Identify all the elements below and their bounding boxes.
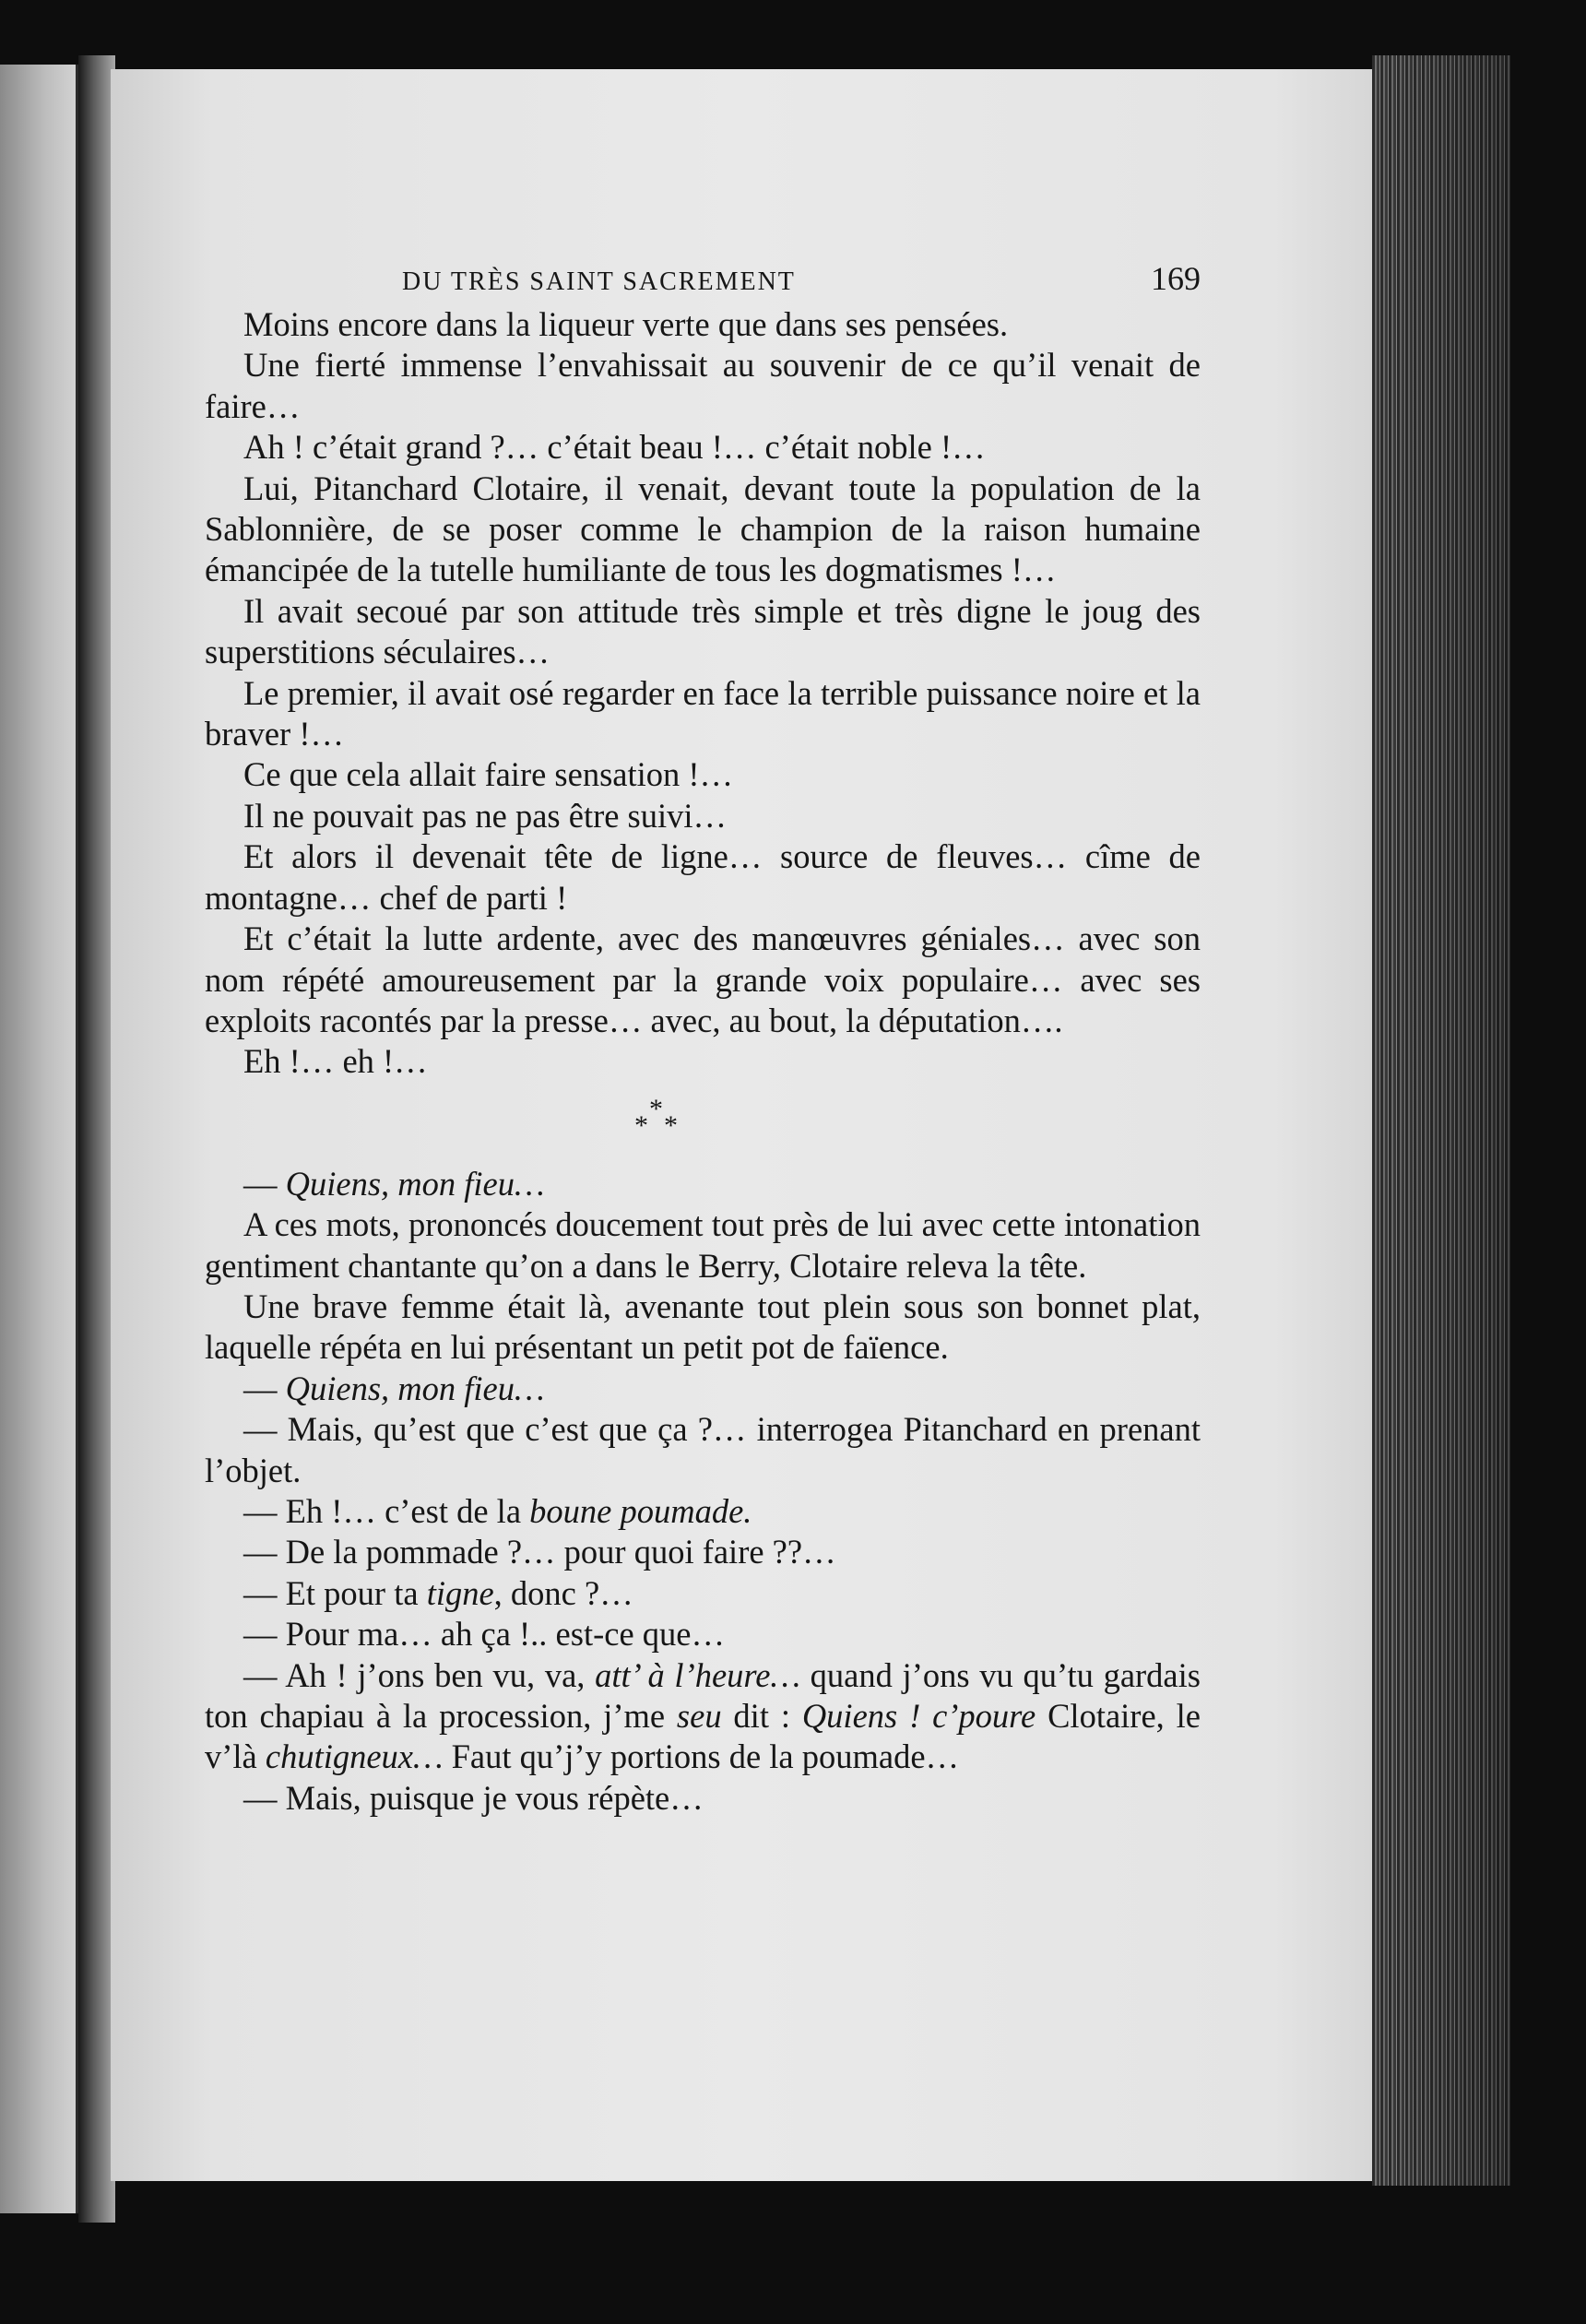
dialogue-line: — Mais, qu’est que c’est que ça ?… interrogea Pitanchard en prenant l’objet. (205, 1410, 1201, 1489)
paragraph: Il ne pouvait pas ne pas être suivi… (243, 796, 728, 835)
paragraph: Le premier, il avait osé regarder en face la terrible puissance noire et la braver !… (205, 673, 1201, 753)
paragraph: Ah ! c’était grand ?… c’était beau !… c’était noble !… (243, 428, 986, 467)
paragraph: Il avait secoué par son attitude très simple et très digne le joug des superstitions séculaires… (205, 591, 1201, 671)
page-number: 169 (1151, 260, 1201, 297)
dialogue-line: — Et pour ta tigne, donc ?… (243, 1573, 633, 1612)
page-text (205, 258, 1201, 1819)
paragraph: Eh !… eh !… (243, 1042, 428, 1081)
running-head: DU TRÈS SAINT SACREMENT (402, 267, 796, 296)
paragraph: Une fierté immense l’envahissait au souvenir de ce qu’il venait de faire… (205, 346, 1201, 425)
asterisk: * (649, 1093, 663, 1124)
page-edges-shadow (1372, 55, 1510, 2186)
paragraph: Ce que cela allait faire sensation !… (243, 755, 734, 794)
dialogue-line: — Eh !… c’est de la boune poumade. (243, 1491, 752, 1530)
dialogue-line: — Mais, puisque je vous répète… (243, 1778, 704, 1817)
book-gutter (78, 55, 115, 2223)
paragraph: A ces mots, prononcés doucement tout près de lui avec cette intonation gentiment chantante qu’on a dans le Berry, Clotaire releva la tête. (205, 1205, 1201, 1285)
dialogue-line: — Ah ! j’ons ben vu, va, att’ à l’heure… quand j’ons vu qu’tu gardais ton chapiau à la procession, j’me seu dit : Quiens ! c’poure Clotaire, le v’là chutigneux… Faut qu’j’y portions de la poumade… (205, 1655, 1201, 1776)
paragraph: Moins encore dans la liqueur verte que dans ses pensées. (243, 305, 1009, 343)
asterisk: * (664, 1109, 678, 1141)
dialogue-line: — Pour ma… ah ça !.. est-ce que… (243, 1615, 725, 1654)
paragraph: Et c’était la lutte ardente, avec des manœuvres géniales… avec son nom répété amoureusement par la grande voix populaire… avec ses exploits racontés par la presse… avec, au bout, la députation…. (205, 919, 1201, 1039)
paragraph: Une brave femme était là, avenante tout plein sous son bonnet plat, laquelle répéta en lui présentant un petit pot de faïence. (205, 1286, 1201, 1367)
paragraph: Et alors il devenait tête de ligne… source de fleuves… cîme de montagne… chef de parti ! (205, 837, 1201, 917)
page-header (205, 258, 1201, 301)
paragraph: Lui, Pitanchard Clotaire, il venait, devant toute la population de la Sablonnière, de se poser comme le champion de la raison humaine émancipée de la tutelle humiliante de tous les dogmatismes !… (205, 468, 1201, 589)
dialogue-line: — Quiens, mon fieu… (243, 1369, 545, 1407)
dialogue-line: — Quiens, mon fieu… (243, 1164, 545, 1203)
section-break-asterism (205, 1083, 1201, 1164)
dialogue-line: — De la pommade ?… pour quoi faire ??… (243, 1533, 836, 1571)
asterisk: * (634, 1109, 648, 1141)
previous-page-edge (0, 65, 78, 2213)
